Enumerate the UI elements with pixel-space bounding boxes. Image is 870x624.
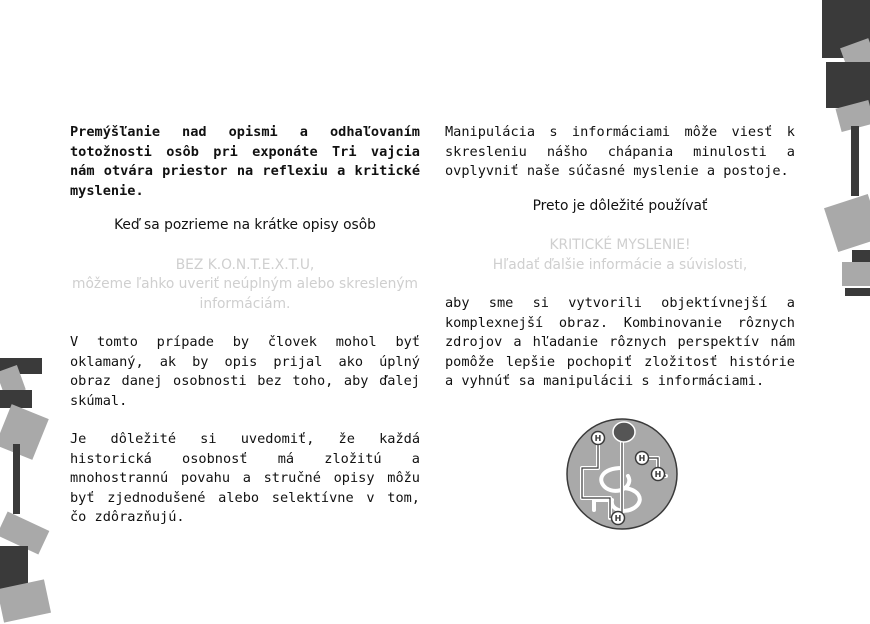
left-paragraph-deception: V tomto prípade by človek mohol byť oklamaný, ak by opis prijal ako úplný obraz danej osobnosti bez toho, aby ďalej skúmal. — [70, 334, 420, 409]
left-faded-sentence: môžeme ľahko uveriť neúplným alebo skresleným informáciám. — [72, 276, 418, 312]
right-faded-text: Hľadať ďalšie informácie a súvislosti, — [492, 256, 748, 273]
svg-text:H: H — [654, 470, 662, 479]
labyrinth-emblem-icon — [566, 418, 678, 530]
left-lead-in-line: Keď sa pozrieme na krátke opisy osôb — [114, 217, 376, 233]
right-column — [445, 123, 795, 392]
right-paragraph-conclusion: aby sme si vytvorili objektívnejší a komplexnejší obraz. Kombinovanie rôznych zdrojov a hľadanie rôznych perspektív nám pomôže lepšie pochopiť zložitosť histórie a vyhnúť sa manipulácii s informáciami. — [445, 295, 795, 389]
decor-block — [0, 404, 49, 460]
left-intro-paragraph: Premýšľanie nad opismi a odhaľovaním totožnosti osôb pri exponáte Tri vajcia nám otvára priestor na reflexiu a kritické myslenie. — [70, 124, 420, 199]
decor-stripe — [845, 288, 870, 296]
decor-block — [824, 194, 870, 252]
left-faded-text — [70, 275, 420, 314]
left-paragraph-complexity: Je dôležité si uvedomiť, že každá historická osobnosť má zložitú a mnohostrannú povahu a stručné opisy môžu byť zjednodušené alebo selektívne v tom, čo zdôrazňujú. — [70, 431, 420, 525]
left-faded-heading: BEZ K.O.N.T.E.X.T.U, — [175, 256, 315, 273]
decor-stripe — [13, 444, 20, 514]
decor-stripe — [851, 126, 859, 196]
left-column — [70, 123, 420, 528]
svg-text:H: H — [638, 454, 646, 463]
svg-text:H: H — [594, 434, 602, 443]
right-intro-paragraph: Manipulácia s informáciami môže viesť k skresleniu nášho chápania minulosti a ovplyvniť naše súčasné myslenie a postoje. — [445, 124, 795, 179]
right-lead-in-line: Preto je dôležité používať — [532, 197, 708, 214]
svg-text:H: H — [614, 514, 622, 523]
right-faded-heading: KRITICKÉ MYSLENIE! — [549, 237, 691, 253]
decor-block — [842, 262, 870, 286]
